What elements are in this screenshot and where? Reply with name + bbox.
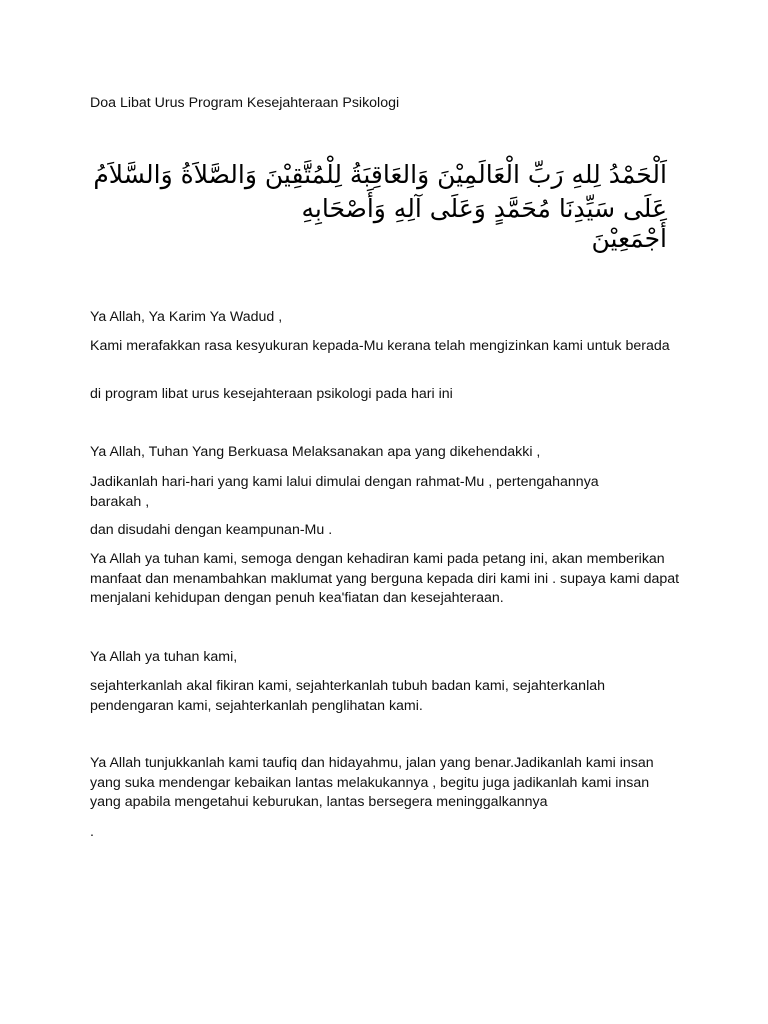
paragraph-3: di program libat urus kesejahteraan psikologi pada hari ini bbox=[90, 386, 453, 402]
paragraph-10: Ya Allah tunjukkanlah kami taufiq dan hidayahmu, jalan yang benar.Jadikanlah kami insan yang suka mendengar kebaikan lantas melakukannya , begitu juga jadikanlah kami insan yang apabila mengetahui keburukan, lantas bersegera meninggalkannya bbox=[90, 755, 654, 810]
paragraph-8: Ya Allah ya tuhan kami, bbox=[90, 649, 238, 665]
paragraph-2: Kami merafakkan rasa kesyukuran kepada-Mu kerana telah mengizinkan kami untuk berada bbox=[90, 338, 670, 354]
paragraph-5: Jadikanlah hari-hari yang kami lalui dimulai dengan rahmat-Mu , pertengahannya barakah , bbox=[90, 474, 599, 510]
document-title: Doa Libat Urus Program Kesejahteraan Psikologi bbox=[90, 95, 400, 111]
paragraph-11: . bbox=[90, 824, 94, 840]
arabic-opening-line-1: اَلْحَمْدُ لِلهِ رَبِّ الْعَالَمِيْنَ وَالعَاقِبَةُ لِلْمُتَّقِيْنَ وَالصَّلاَةُ وَالسَّلاَمُ عَلَى سَيِّدِنَا مُحَمَّدٍ وَعَلَى آلِهِ وَأَصْحَابِهِ bbox=[93, 160, 667, 223]
paragraph-9: sejahterkanlah akal fikiran kami, sejahterkanlah tubuh badan kami, sejahterkanlah pendengaran kami, sejahterkanlah penglihatan kami. bbox=[90, 678, 605, 714]
arabic-opening-line-2: أَجْمَعِيْنَ bbox=[591, 224, 667, 253]
paragraph-4: Ya Allah, Tuhan Yang Berkuasa Melaksanakan apa yang dikehendakki , bbox=[90, 444, 541, 460]
paragraph-7: Ya Allah ya tuhan kami, semoga dengan kehadiran kami pada petang ini, akan memberikan manfaat dan menambahkan maklumat yang berguna kepada diri kami ini . supaya kami dapat menjalani kehidupan dengan penuh kea'fiatan dan kesejahteraan. bbox=[90, 551, 680, 606]
paragraph-6: dan disudahi dengan keampunan-Mu . bbox=[90, 522, 333, 538]
paragraph-1: Ya Allah, Ya Karim Ya Wadud , bbox=[90, 309, 283, 325]
